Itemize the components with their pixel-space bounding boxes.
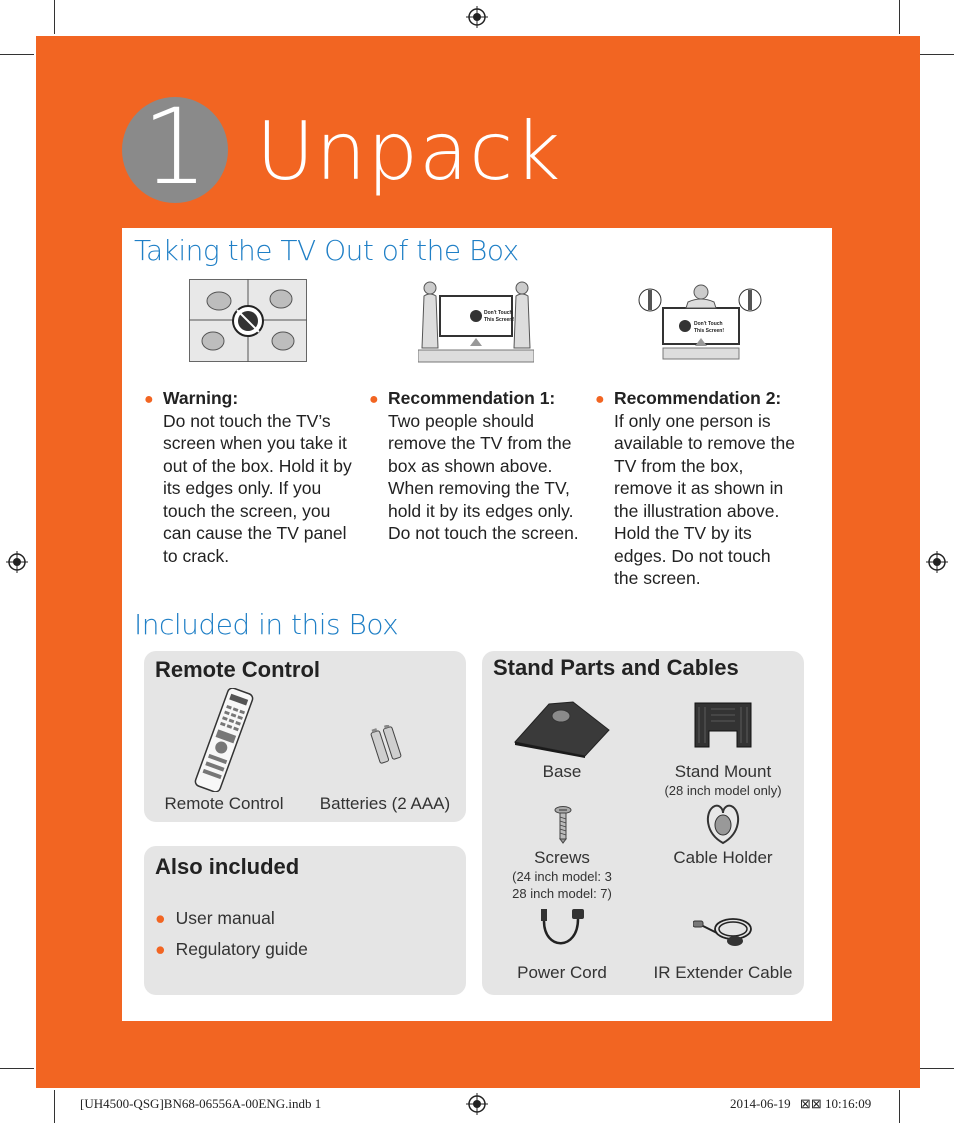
crop-mark [920, 54, 954, 55]
base-icon [513, 700, 611, 758]
list-item [155, 939, 308, 960]
svg-text:Don't Touch: Don't Touch [694, 321, 723, 327]
footer-date-value: 2014-06-19 [730, 1096, 791, 1111]
recommendation-2-block [595, 387, 796, 590]
stand-parts-heading: Stand Parts and Cables [493, 655, 739, 680]
base-caption: Base [542, 762, 582, 781]
user-manual-item: User manual [175, 908, 275, 928]
recommendation-1-text: Two people should remove the TV from the box as shown above. When removing the TV, hold it by its edges only. Do not touch the screen. [388, 410, 579, 543]
remote-control-heading: Remote Control [155, 657, 320, 682]
screws-note-line-2: 28 inch model: 7) [512, 886, 612, 901]
bullet-icon: ● [595, 391, 605, 408]
stand-mount-icon [691, 701, 755, 749]
registration-mark-icon [926, 551, 948, 573]
regulatory-guide-item: Regulatory guide [175, 939, 308, 959]
footer-date [730, 1096, 871, 1112]
crop-mark [54, 0, 55, 34]
svg-text:Don't Touch: Don't Touch [484, 310, 513, 316]
stand-mount-caption: Stand Mount [674, 762, 772, 781]
svg-text:This Screen!: This Screen! [484, 317, 515, 323]
one-person-lifting-tv-illustration [638, 280, 764, 360]
section-heading-taking-out: Taking the TV Out of the Box [134, 234, 519, 267]
bullet-icon: ● [369, 391, 379, 408]
crop-mark [0, 54, 34, 55]
bullet-icon: ● [155, 908, 166, 928]
power-cord-caption: Power Cord [517, 963, 607, 982]
warning-block [144, 387, 355, 567]
cable-holder-icon [703, 803, 743, 845]
section-heading-included: Included in this Box [134, 608, 399, 641]
warning-label: Warning: [163, 388, 239, 408]
svg-text:This Screen!: This Screen! [694, 328, 725, 334]
cable-holder-caption: Cable Holder [673, 848, 773, 867]
step-number: 1 [141, 86, 209, 208]
footer-file-name: [UH4500-QSG]BN68-06556A-00ENG.indb 1 [80, 1096, 322, 1111]
registration-mark-icon [6, 551, 28, 573]
screws-note-line-1: (24 inch model: 3 [512, 869, 612, 884]
registration-mark-icon [466, 1093, 488, 1115]
stand-mount-note: (28 inch model only) [664, 783, 782, 798]
also-included-heading: Also included [155, 854, 300, 879]
power-cord-icon [540, 907, 586, 955]
warning-text: Do not touch the TV’s screen when you take it out of the box. Hold it by its edges only. If you touch the screen, you can cause the TV panel to crack. [163, 410, 352, 566]
two-people-lifting-tv-illustration [418, 278, 534, 363]
crop-mark [899, 1090, 900, 1123]
page-title: Unpack [256, 105, 562, 198]
crop-mark [920, 1068, 954, 1069]
batteries-caption: Batteries (2 AAA) [319, 794, 451, 813]
recommendation-2-text: If only one person is available to remove the TV from the box, remove it as shown in the illustration above. Hold the TV by its edges. Do not touch the screen. [614, 410, 795, 588]
footer-time-value: 10:16:09 [824, 1096, 872, 1111]
recommendation-2-label: Recommendation 2: [614, 388, 782, 408]
registration-mark-icon [466, 6, 488, 28]
hands-on-screen-illustration [189, 279, 307, 362]
bullet-icon: ● [144, 391, 154, 408]
bullet-icon: ● [155, 939, 166, 959]
crop-mark [54, 1090, 55, 1123]
list-item [155, 908, 275, 929]
screws-caption: Screws [534, 848, 590, 867]
recommendation-1-label: Recommendation 1: [388, 388, 556, 408]
remote-control-icon [183, 688, 265, 792]
footer-time-mark: ⊠⊠ [799, 1096, 822, 1111]
ir-extender-cable-icon [693, 905, 755, 957]
crop-mark [899, 0, 900, 34]
recommendation-1-block [369, 387, 582, 545]
crop-mark [0, 1068, 34, 1069]
remote-control-caption: Remote Control [164, 794, 284, 813]
batteries-icon [368, 725, 404, 765]
ir-extender-cable-caption: IR Extender Cable [653, 963, 793, 982]
screw-icon [554, 806, 572, 844]
